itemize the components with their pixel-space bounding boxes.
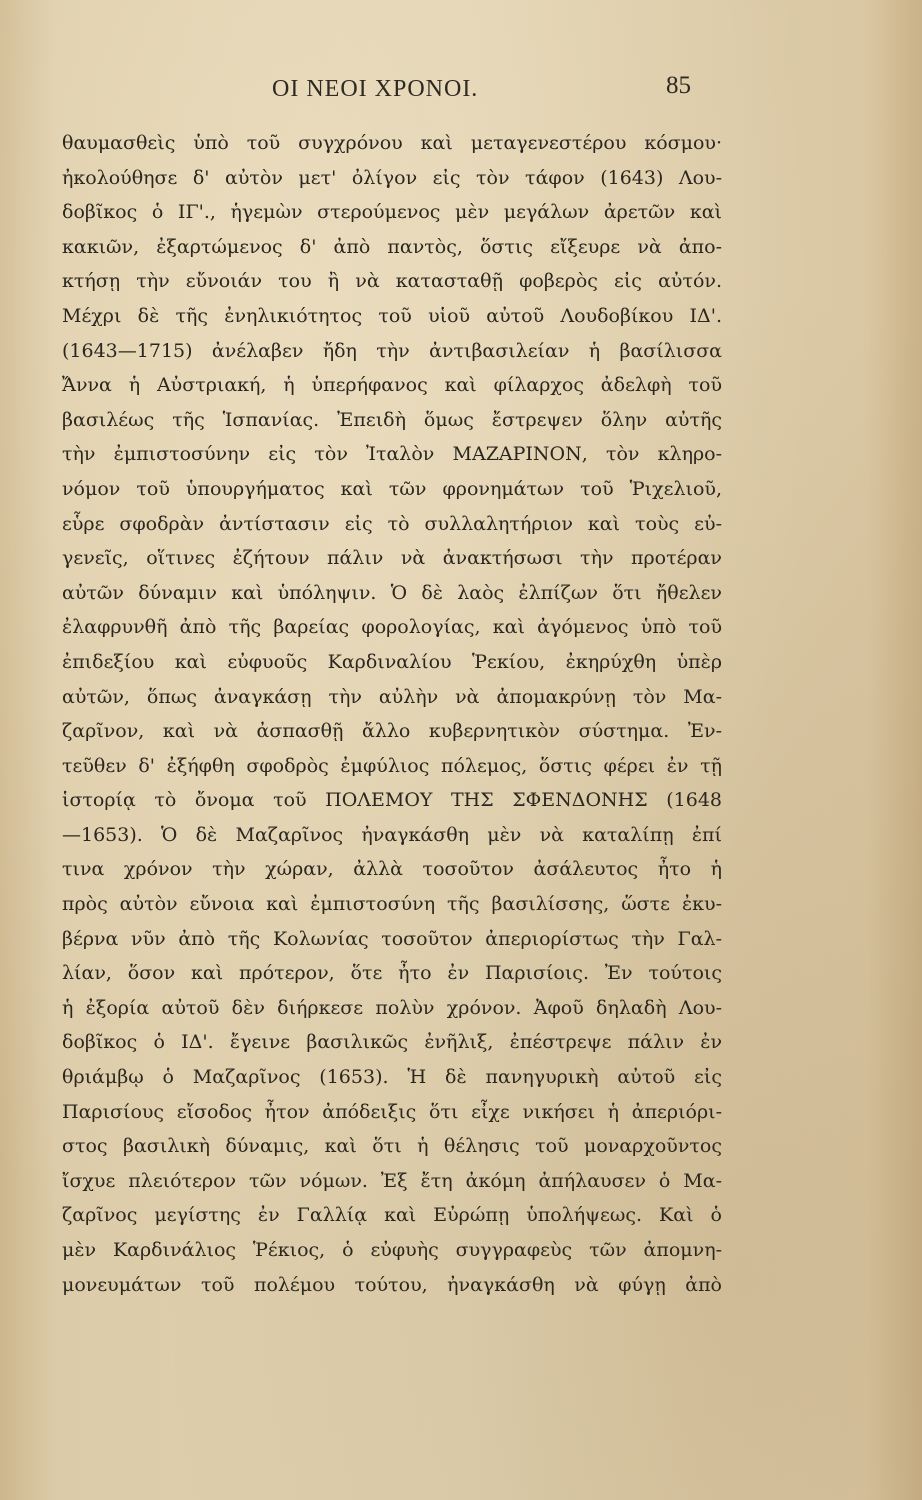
text-line: αὐτῶν δύναμιν καὶ ὑπόληψιν. Ὁ δὲ λαὸς ἐλπίζων ὅτι ἤθελεν [62, 581, 722, 604]
running-head [0, 72, 922, 112]
text-line: τεῦθεν δ' ἐξήφθη σφοδρὸς ἐμφύλιος πόλεμος, ὅστις φέρει ἐν τῇ [62, 754, 722, 777]
text-line: Μέχρι δὲ τῆς ἐνηλικιότητος τοῦ υἱοῦ αὐτοῦ Λουδοβίκου ΙΔ'. [62, 304, 722, 327]
text-line: πρὸς αὐτὸν εὔνοια καὶ ἐμπιστοσύνη τῆς βασιλίσσης, ὥστε ἐκυ- [62, 893, 722, 916]
text-line: θριάμβῳ ὁ Μαζαρῖνος (1653). Ἡ δὲ πανηγυρικὴ αὐτοῦ εἰς [62, 1066, 722, 1089]
text-line: ζαρῖνον, καὶ νὰ ἀσπασθῇ ἄλλο κυβερνητικὸν σύστημα. Ἐν- [62, 720, 722, 743]
text-line: μονευμάτων τοῦ πολέμου τούτου, ἠναγκάσθη νὰ φύγῃ ἀπὸ [62, 1273, 722, 1296]
text-line: βέρνα νῦν ἀπὸ τῆς Κολωνίας τοσοῦτον ἀπεριορίστως τὴν Γαλ- [62, 927, 722, 950]
running-title: ΟΙ ΝΕΟΙ ΧΡΟΝΟΙ. [272, 76, 479, 102]
text-line: βασιλέως τῆς Ἱσπανίας. Ἐπειδὴ ὅμως ἔστρεψεν ὅλην αὐτῆς [62, 408, 722, 431]
text-line: ζαρῖνος μεγίστης ἐν Γαλλίᾳ καὶ Εὐρώπῃ ὑπολήψεως. Καὶ ὁ [62, 1204, 722, 1227]
text-line: γενεῖς, οἵτινες ἐζήτουν πάλιν νὰ ἀνακτήσωσι τὴν προτέραν [62, 547, 722, 570]
body-text [62, 126, 722, 1302]
text-line: ἐπιδεξίου καὶ εὐφυοῦς Καρδιναλίου Ῥεκίου, ἐκηρύχθη ὑπὲρ [62, 650, 722, 673]
text-line: τινα χρόνον τὴν χώραν, ἀλλὰ τοσοῦτον ἀσάλευτος ἦτο ἡ [62, 858, 722, 881]
text-line: (1643—1715) ἀνέλαβεν ἤδη τὴν ἀντιβασιλείαν ἡ βασίλισσα [62, 339, 722, 362]
text-line: ἐλαφρυνθῆ ἀπὸ τῆς βαρείας φορολογίας, καὶ ἀγόμενος ὑπὸ τοῦ [62, 616, 722, 639]
text-line: νόμον τοῦ ὑπουργήματος καὶ τῶν φρονημάτων τοῦ Ῥιχελιοῦ, [62, 477, 722, 500]
text-line: ἠκολούθησε δ' αὐτὸν μετ' ὀλίγον εἰς τὸν τάφον (1643) Λου- [62, 166, 722, 189]
text-line: θαυμασθεὶς ὑπὸ τοῦ συγχρόνου καὶ μεταγενεστέρου κόσμου· [62, 132, 722, 154]
text-line: ἴσχυε πλειότερον τῶν νόμων. Ἐξ ἔτη ἀκόμη ἀπήλαυσεν ὁ Μα- [62, 1169, 722, 1192]
text-line: Ἄννα ἡ Αὐστριακή, ἡ ὑπερήφανος καὶ φίλαρχος ἀδελφὴ τοῦ [62, 374, 722, 397]
text-line: μὲν Καρδινάλιος Ῥέκιος, ὁ εὐφυὴς συγγραφεὺς τῶν ἀπομνη- [62, 1239, 722, 1261]
text-line: αὐτῶν, ὅπως ἀναγκάσῃ τὴν αὐλὴν νὰ ἀπομακρύνῃ τὸν Μα- [62, 685, 722, 708]
text-line: εὗρε σφοδρὰν ἀντίστασιν εἰς τὸ συλλαλητήριον καὶ τοὺς εὐ- [62, 512, 722, 535]
text-line: στος βασιλικὴ δύναμις, καὶ ὅτι ἡ θέλησις τοῦ μοναρχοῦντος [62, 1135, 722, 1158]
text-line: δοβῖκος ὁ ΙΓ'., ἡγεμὼν στερούμενος μὲν μεγάλων ἀρετῶν καὶ [62, 201, 722, 224]
text-line: δοβῖκος ὁ ΙΔ'. ἔγεινε βασιλικῶς ἐνῆλιξ, ἐπέστρεψε πάλιν ἐν [62, 1031, 722, 1054]
text-line: —1653). Ὁ δὲ Μαζαρῖνος ἠναγκάσθη μὲν νὰ καταλίπῃ ἐπί [62, 823, 722, 846]
text-line: τὴν ἐμπιστοσύνην εἰς τὸν Ἰταλὸν ΜΑΖΑΡΙΝΟΝ, τὸν κληρο- [62, 443, 722, 466]
text-line: κτήσῃ τὴν εὔνοιάν του ἢ νὰ κατασταθῇ φοβερὸς εἰς αὐτόν. [62, 270, 722, 293]
text-line: Παρισίους εἴσοδος ἦτον ἀπόδειξις ὅτι εἶχε νικήσει ἡ ἀπεριόρι- [62, 1100, 722, 1123]
page-number: 85 [666, 72, 691, 99]
text-line: ἱστορίᾳ τὸ ὄνομα τοῦ ΠΟΛΕΜΟΥ ΤΗΣ ΣΦΕΝΔΟΝΗΣ (1648 [62, 789, 722, 812]
text-line: ἡ ἐξορία αὐτοῦ δὲν διήρκεσε πολὺν χρόνον. Ἀφοῦ δηλαδὴ Λου- [62, 996, 722, 1019]
text-line: λίαν, ὅσον καὶ πρότερον, ὅτε ἦτο ἐν Παρισίοις. Ἐν τούτοις [62, 962, 722, 985]
text-line: κακιῶν, ἐξαρτώμενος δ' ἀπὸ παντὸς, ὅστις εἴξευρε νὰ ἀπο- [62, 235, 722, 258]
